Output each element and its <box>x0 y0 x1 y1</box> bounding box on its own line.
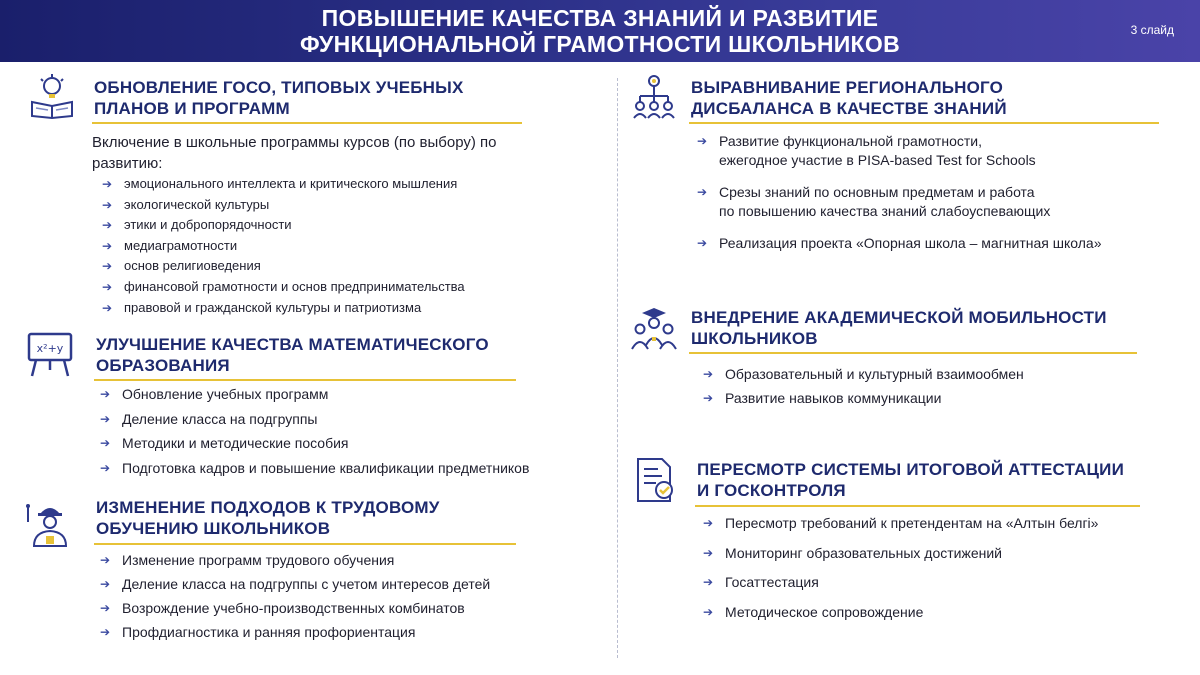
section-heading-mobility <box>691 307 1107 349</box>
intro-line: Включение в школьные программы курсов (по выбору) по <box>92 134 497 151</box>
bullet-arrow-icon: ➔ <box>697 134 708 148</box>
list-item: основ религиоведения <box>124 258 261 274</box>
list-item: Возрождение учебно-производственных комбинатов <box>122 600 465 616</box>
bullet-arrow-icon: ➔ <box>100 577 111 591</box>
heading-line: ОБРАЗОВАНИЯ <box>96 356 230 375</box>
section-heading-attestation <box>697 459 1124 501</box>
network-people-icon <box>630 72 678 120</box>
bullet-arrow-icon: ➔ <box>100 553 111 567</box>
goso-intro <box>92 132 497 174</box>
bullet-arrow-icon: ➔ <box>703 391 714 405</box>
bullet-arrow-icon: ➔ <box>703 516 714 530</box>
bullet-arrow-icon: ➔ <box>697 185 708 199</box>
title-line-2: ФУНКЦИОНАЛЬНОЙ ГРАМОТНОСТИ ШКОЛЬНИКОВ <box>299 31 900 57</box>
list-item: Изменение программ трудового обучения <box>122 552 395 568</box>
math-board-icon <box>26 330 74 378</box>
list-item: Обновление учебных программ <box>122 386 329 402</box>
heading-underline <box>94 543 516 545</box>
section-heading-goso <box>94 77 464 119</box>
worker-icon <box>26 500 74 548</box>
list-item: Методическое сопровождение <box>725 603 924 620</box>
students-group-icon <box>630 305 678 353</box>
list-item: эмоционального интеллекта и критического мышления <box>124 176 458 191</box>
bullet-arrow-icon: ➔ <box>102 280 113 294</box>
list-item: Госаттестация <box>725 574 819 590</box>
heading-underline <box>94 379 516 381</box>
book-lightbulb-icon <box>28 72 76 120</box>
bullet-arrow-icon: ➔ <box>100 601 111 615</box>
bullet-arrow-icon: ➔ <box>703 367 714 381</box>
heading-underline <box>689 352 1137 354</box>
bullet-arrow-icon: ➔ <box>102 238 113 253</box>
list-item: ежегодное участие в PISA-based Test for Schools <box>719 152 1036 168</box>
list-item: Мониторинг образовательных достижений <box>725 544 1002 561</box>
slide-title <box>0 0 1200 57</box>
slide-header <box>0 0 1200 62</box>
list-item: Реализация проекта «Опорная школа – магнитная школа» <box>719 235 1102 251</box>
section-heading-regional <box>691 77 1007 119</box>
list-item: Образовательный и культурный взаимообмен <box>725 366 1024 382</box>
list-item: Деление класса на подгруппы с учетом интересов детей <box>122 576 491 592</box>
list-item: Подготовка кадров и повышение квалификации предметников <box>122 459 530 476</box>
bullet-arrow-icon: ➔ <box>100 411 111 426</box>
list-item: Профдиагностика и ранняя профориентация <box>122 624 416 640</box>
heading-line: ВНЕДРЕНИЕ АКАДЕМИЧЕСКОЙ МОБИЛЬНОСТИ <box>691 308 1107 327</box>
heading-underline <box>695 505 1140 507</box>
list-item: Пересмотр требований к претендентам на «Алтын белгі» <box>725 515 1099 531</box>
bullet-arrow-icon: ➔ <box>100 436 111 450</box>
bullet-arrow-icon: ➔ <box>100 387 111 401</box>
heading-line: ВЫРАВНИВАНИЕ РЕГИОНАЛЬНОГО <box>691 78 1004 97</box>
bullet-arrow-icon: ➔ <box>697 236 708 250</box>
heading-underline <box>92 122 522 124</box>
list-item: Методики и методические пособия <box>122 435 349 451</box>
section-heading-labor <box>96 497 440 539</box>
list-item: правовой и гражданской культуры и патриотизма <box>124 299 422 315</box>
heading-underline <box>689 122 1159 124</box>
title-line-1: ПОВЫШЕНИЕ КАЧЕСТВА ЗНАНИЙ И РАЗВИТИЕ <box>321 5 879 31</box>
bullet-arrow-icon: ➔ <box>703 545 714 560</box>
heading-line: ОБНОВЛЕНИЕ ГОСО, ТИПОВЫХ УЧЕБНЫХ <box>94 78 464 97</box>
svg-text:x²+y: x²+y <box>36 342 64 355</box>
list-item: Деление класса на подгруппы <box>122 410 318 427</box>
checklist-document-icon <box>632 456 680 504</box>
bullet-arrow-icon: ➔ <box>102 197 113 212</box>
list-item: медиаграмотности <box>124 237 238 253</box>
bullet-arrow-icon: ➔ <box>102 218 113 233</box>
heading-line: УЛУЧШЕНИЕ КАЧЕСТВА МАТЕМАТИЧЕСКОГО <box>96 335 489 354</box>
column-divider <box>617 78 618 658</box>
heading-line: ПЛАНОВ И ПРОГРАММ <box>94 99 290 118</box>
heading-line: ПЕРЕСМОТР СИСТЕМЫ ИТОГОВОЙ АТТЕСТАЦИИ <box>697 460 1125 479</box>
list-item: экологической культуры <box>124 196 270 212</box>
list-item: Развитие навыков коммуникации <box>725 390 942 406</box>
section-heading-math <box>96 334 489 376</box>
list-item: Развитие функциональной грамотности, <box>719 133 982 149</box>
heading-line: ИЗМЕНЕНИЕ ПОДХОДОВ К ТРУДОВОМУ <box>96 498 440 517</box>
list-item: Срезы знаний по основным предметам и работа <box>719 184 1035 200</box>
list-item: финансовой грамотности и основ предпринимательства <box>124 279 465 294</box>
bullet-arrow-icon: ➔ <box>102 259 113 274</box>
slide-number: 3 слайд <box>1130 23 1174 37</box>
list-item: по повышению качества знаний слабоуспевающих <box>719 203 1051 219</box>
bullet-arrow-icon: ➔ <box>703 575 714 589</box>
heading-line: ШКОЛЬНИКОВ <box>691 329 818 348</box>
intro-line: развитию: <box>92 155 163 172</box>
bullet-arrow-icon: ➔ <box>102 300 113 315</box>
bullet-arrow-icon: ➔ <box>100 625 111 639</box>
heading-line: И ГОСКОНТРОЛЯ <box>697 481 846 500</box>
bullet-arrow-icon: ➔ <box>100 460 111 475</box>
list-item: этики и добропорядочности <box>124 217 292 233</box>
heading-line: ОБУЧЕНИЮ ШКОЛЬНИКОВ <box>96 519 331 538</box>
heading-line: ДИСБАЛАНСА В КАЧЕСТВЕ ЗНАНИЙ <box>691 99 1007 118</box>
bullet-arrow-icon: ➔ <box>102 177 113 191</box>
bullet-arrow-icon: ➔ <box>703 604 714 619</box>
